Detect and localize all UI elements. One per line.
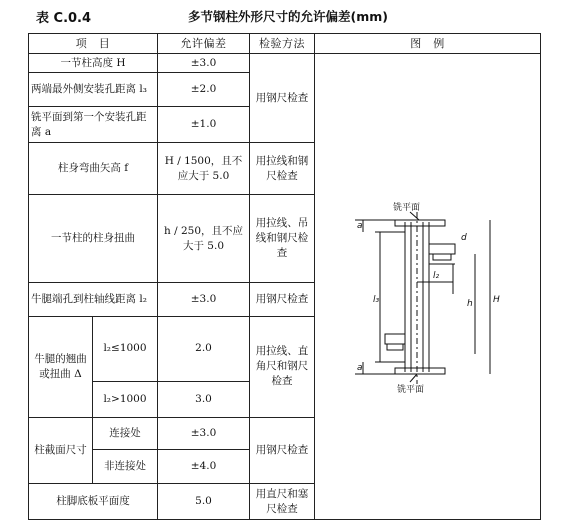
- table-number: 表 C.0.4: [36, 11, 92, 26]
- label-bottom-milled: 铣平面: [397, 385, 425, 395]
- row6-item: 牛腿端孔到柱轴线距离 l₂: [29, 283, 158, 317]
- row7-tol1: 2.0: [158, 317, 250, 382]
- dim-l3-label: l₃: [373, 295, 380, 305]
- table-title: 多节钢柱外形尺寸的允许偏差(mm): [188, 9, 388, 24]
- row1-item: 一节柱高度 H: [29, 54, 158, 73]
- row5-item: 一节柱的柱身扭曲: [29, 195, 158, 283]
- header-figure: 图 例: [315, 34, 541, 54]
- row6-method: 用钢尺检查: [250, 283, 315, 317]
- row9-method: 用直尺和塞尺检查: [250, 484, 315, 520]
- row8-tol1: ±3.0: [158, 417, 250, 450]
- header-tolerance: 允许偏差: [158, 34, 250, 54]
- row4-item: 柱身弯曲矢高 f: [29, 143, 158, 195]
- row6-tolerance: ±3.0: [158, 283, 250, 317]
- row8-method: 用钢尺检查: [250, 417, 315, 484]
- row7-sub1: l₂≤1000: [93, 317, 158, 382]
- row9-tolerance: 5.0: [158, 484, 250, 520]
- row8-item: 柱截面尺寸: [29, 417, 93, 484]
- dim-h-label: h: [467, 299, 473, 309]
- dim-l2-label: l₂: [433, 271, 440, 281]
- row7-tol2: 3.0: [158, 381, 250, 417]
- header-item: 项 目: [29, 34, 158, 54]
- row9-item: 柱脚底板平面度: [29, 484, 158, 520]
- lower-bracket: [385, 334, 405, 344]
- row8-sub1: 连接处: [93, 417, 158, 450]
- row7-item: 牛腿的翘曲或扭曲 Δ: [29, 317, 93, 418]
- dim-a-label-top: a: [357, 221, 363, 231]
- upper-bracket: [429, 244, 455, 254]
- row2-item: 两端最外侧安装孔距离 l₃: [29, 73, 158, 107]
- header-method: 检验方法: [250, 34, 315, 54]
- row4-method: 用拉线和钢尺检查: [250, 143, 315, 195]
- bottom-plate: [395, 368, 445, 374]
- row1-tolerance: ±3.0: [158, 54, 250, 73]
- figure-cell: [315, 54, 541, 520]
- row7-method: 用拉线、直角尺和钢尺检查: [250, 317, 315, 418]
- title-row: [28, 2, 538, 30]
- dim-a-label-bottom: a: [357, 363, 363, 373]
- rows123-method: 用钢尺检查: [250, 54, 315, 143]
- header-row: [29, 34, 541, 54]
- row3-item: 铣平面到第一个安装孔距离 a: [29, 107, 158, 143]
- row8-tol2: ±4.0: [158, 450, 250, 484]
- row4-tolerance: H / 1500，且不应大于 5.0: [158, 143, 250, 195]
- dim-H-label: H: [493, 295, 500, 305]
- tolerance-table: [28, 33, 541, 520]
- row8-sub2: 非连接处: [93, 450, 158, 484]
- label-top-milled: 铣平面: [393, 203, 421, 213]
- row3-tolerance: ±1.0: [158, 107, 250, 143]
- column-figure: [315, 54, 540, 514]
- top-plate: [395, 220, 445, 226]
- row2-tolerance: ±2.0: [158, 73, 250, 107]
- dim-d-label: d: [461, 233, 467, 243]
- table-row: [29, 54, 541, 73]
- row7-sub2: l₂>1000: [93, 381, 158, 417]
- row5-method: 用拉线、吊线和钢尺检查: [250, 195, 315, 283]
- upper-bracket-flange: [433, 254, 451, 260]
- row5-tolerance: h / 250，且不应大于 5.0: [158, 195, 250, 283]
